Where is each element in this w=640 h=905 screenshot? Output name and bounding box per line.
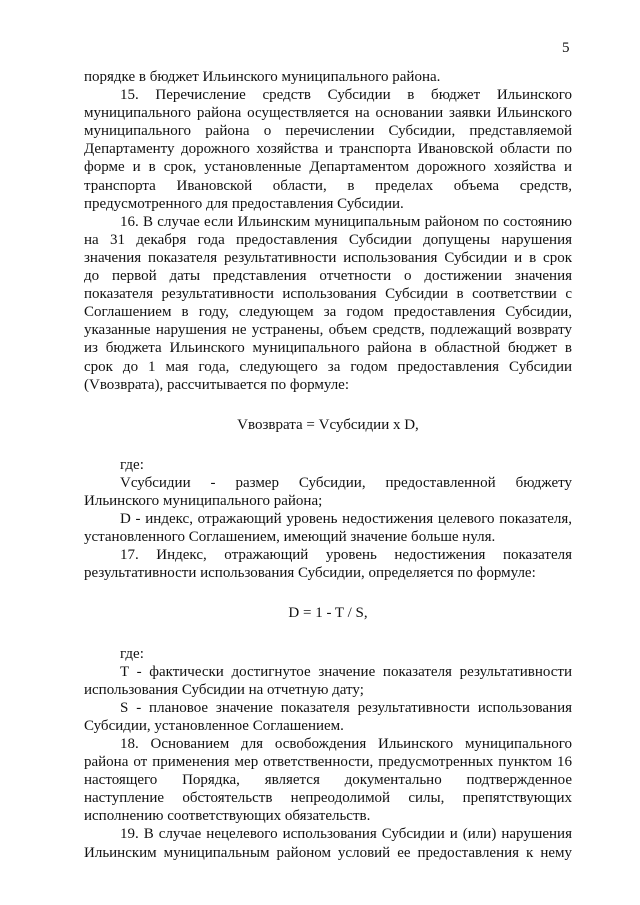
text-line: 19. В случае нецелевого использования Субсидии и (или) нарушения <box>120 826 572 843</box>
text-line: порядке в бюджет Ильинского муниципального района. <box>84 69 441 85</box>
text-line: транспорта Ивановской области, в пределах объема средств, <box>84 177 572 194</box>
text-line: указанные нарушения не устранены, объем средств, подлежащий возврату <box>84 322 572 339</box>
text-line: настоящего Порядка, является документально подтвержденное <box>84 772 572 789</box>
text-line: Ильинским муниципальным районом условий ее предоставления к нему <box>84 844 572 861</box>
text-line: 17. Индекс, отражающий уровень недостижения показателя <box>120 547 572 564</box>
text-line: наступление обстоятельств непреодолимой силы, препятствующих <box>84 790 572 807</box>
text-line: муниципального района о перечислении Субсидии, представляемой <box>84 123 572 140</box>
text-line: значения показателя результативности использования Субсидии и в срок <box>84 249 572 266</box>
text-line: 16. В случае если Ильинским муниципальным районом по состоянию <box>120 213 572 230</box>
text-line: Департаменту дорожного хозяйства и транспорта Ивановской области по <box>84 141 572 158</box>
text-line: Субсидии, установленное Соглашением. <box>84 717 344 734</box>
text-line: района от применения мер ответственности, предусмотренных пунктом 16 <box>84 754 572 771</box>
formula-index: D = 1 - T / S, <box>288 605 368 622</box>
text-line: установленного Соглашением, имеющий значение больше нуля. <box>84 529 496 546</box>
text-line: предусмотренного для предоставления Субсидии. <box>84 195 404 212</box>
page-number: 5 <box>562 40 570 56</box>
formula-refund: Vвозврата = Vсубсидии x D, <box>237 416 419 433</box>
text-line: (Vвозврата), рассчитывается по формуле: <box>84 376 350 393</box>
text-line: исполнению соответствующих обязательств. <box>84 808 371 825</box>
text-line: муниципального района осуществляется на основании заявки Ильинского <box>84 105 572 122</box>
text-line: результативности использования Субсидии, определяется по формуле: <box>84 565 536 582</box>
text-line: использования Субсидии на отчетную дату; <box>84 681 364 698</box>
text-line: форме и в срок, установленные Департаментом дорожного хозяйства и <box>84 159 572 176</box>
text-line: Ильинского муниципального района; <box>84 492 323 509</box>
text-line: где: <box>120 456 144 473</box>
text-line: 15. Перечисление средств Субсидии в бюджет Ильинского <box>120 87 572 104</box>
text-line: Соглашением в году, следующем за годом предоставления Субсидии, <box>84 304 572 321</box>
text-line: показателя результативности использования Субсидии в соответствии с <box>84 286 572 303</box>
document-body <box>84 68 572 862</box>
text-line: 18. Основанием для освобождения Ильинского муниципального <box>120 736 572 752</box>
text-line: T - фактически достигнутое значение показателя результативности <box>120 663 572 680</box>
text-line: D - индекс, отражающий уровень недостижения целевого показателя, <box>120 511 572 528</box>
text-line: до первой даты представления отчетности о достижении значения <box>84 268 572 285</box>
text-line: где: <box>120 645 144 662</box>
text-line: S - плановое значение показателя результативности использования <box>120 699 572 716</box>
text-line: Vсубсидии - размер Субсидии, предоставленной бюджету <box>120 474 572 491</box>
text-line: из бюджета Ильинского муниципального района в областной бюджет в <box>84 340 572 357</box>
text-line: срок до 1 мая года, следующего за годом предоставления Субсидии <box>84 358 572 375</box>
text-line: на 31 декабря года предоставления Субсидии допущены нарушения <box>84 231 572 248</box>
